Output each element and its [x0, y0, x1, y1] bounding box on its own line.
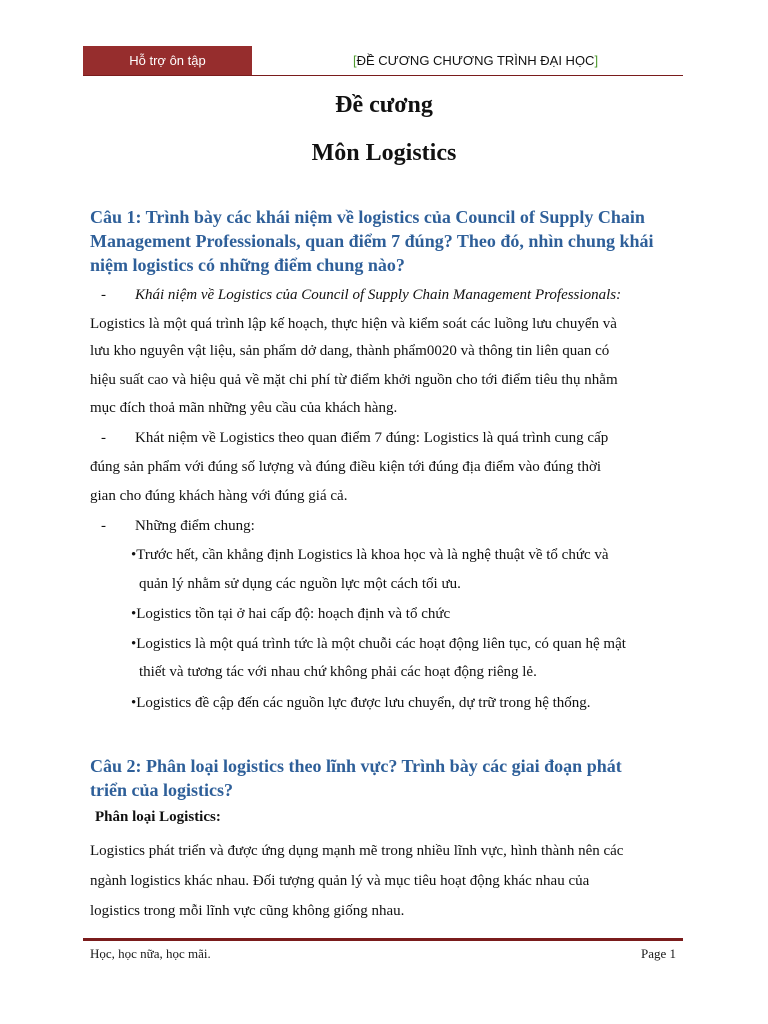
header-right-label [353, 46, 598, 75]
subheading: Phân loại Logistics: [95, 809, 221, 825]
question-1-line: niệm logistics có những điểm chung nào? [90, 255, 405, 275]
paragraph-line: hiệu suất cao và hiệu quả về mặt chi phí từ điểm khởi nguồn cho tới điểm tiêu thụ nhằm [90, 372, 618, 388]
paragraph-line: logistics trong mỗi lĩnh vực cũng không giống nhau. [90, 903, 405, 919]
paragraph-line: Logistics là một quá trình lập kế hoạch, thực hiện và kiểm soát các luồng lưu chuyển và [90, 316, 617, 332]
paragraph-line: đúng sản phẩm với đúng số lượng và đúng điều kiện tới đúng địa điểm vào đúng thời [90, 459, 602, 475]
header-left-label: Hỗ trợ ôn tập [83, 46, 252, 75]
bullet-item-continuation: quản lý nhằm sử dụng các nguồn lực một cách tối ưu. [139, 576, 461, 592]
header-bracket-close: ] [594, 53, 599, 68]
page-number: Page 1 [641, 946, 677, 961]
dash-marker: - [101, 430, 106, 446]
doc-title-line2: Môn Logistics [311, 140, 457, 166]
question-1-heading [90, 205, 690, 277]
question-1-line: Management Professionals, quan điểm 7 đúng? Theo đó, nhìn chung khái [90, 231, 654, 251]
item-3-label: Những điểm chung: [135, 518, 255, 534]
bullet-item: •Logistics đề cập đến các nguồn lực được lưu chuyển, dự trữ trong hệ thống. [131, 695, 591, 711]
paragraph-line: Logistics phát triển và được ứng dụng mạnh mẽ trong nhiều lĩnh vực, hình thành nên các [90, 843, 624, 859]
paragraph-line: Khát niệm về Logistics theo quan điểm 7 đúng: Logistics là quá trình cung cấp [135, 430, 609, 446]
item-1-label: Khái niệm về Logistics của Council of Supply Chain Management Professionals: [135, 287, 622, 303]
footer-rule [83, 938, 683, 941]
paragraph-line: mục đích thoả mãn những yêu cầu của khách hàng. [90, 400, 398, 416]
bullet-item: •Trước hết, cần khẳng định Logistics là khoa học và là nghệ thuật về tổ chức và [131, 547, 609, 563]
page-header [83, 46, 683, 76]
header-title: ĐỀ CƯƠNG CHƯƠNG TRÌNH ĐẠI HỌC [356, 53, 595, 68]
bullet-item: •Logistics tồn tại ở hai cấp độ: hoạch định và tổ chức [131, 606, 451, 622]
question-2-line: Câu 2: Phân loại logistics theo lĩnh vực? Trình bày các giai đoạn phát [90, 756, 622, 776]
question-2-line: triển của logistics? [90, 780, 233, 800]
dash-marker: - [101, 518, 106, 534]
paragraph-line: ngành logistics khác nhau. Đối tượng quản lý và mục tiêu hoạt động khác nhau của [90, 873, 590, 889]
footer-motto: Học, học nữa, học mãi. [90, 946, 211, 961]
paragraph-line: gian cho đúng khách hàng với đúng giá cả. [90, 488, 348, 504]
paragraph-line: lưu kho nguyên vật liệu, sản phẩm dở dang, thành phẩm0020 và thông tin liên quan có [90, 343, 610, 359]
question-2-heading [90, 754, 690, 802]
bullet-item-continuation: thiết và tương tác với nhau chứ không phải các hoạt động riêng lẻ. [139, 664, 537, 680]
question-1-line: Câu 1: Trình bày các khái niệm về logistics của Council of Supply Chain [90, 207, 645, 227]
doc-title-line1: Đề cương [335, 92, 433, 118]
dash-marker: - [101, 287, 106, 303]
header-bracket-open: [ [353, 53, 357, 68]
bullet-item: •Logistics là một quá trình tức là một chuỗi các hoạt động liên tục, có quan hệ mật [131, 636, 626, 652]
